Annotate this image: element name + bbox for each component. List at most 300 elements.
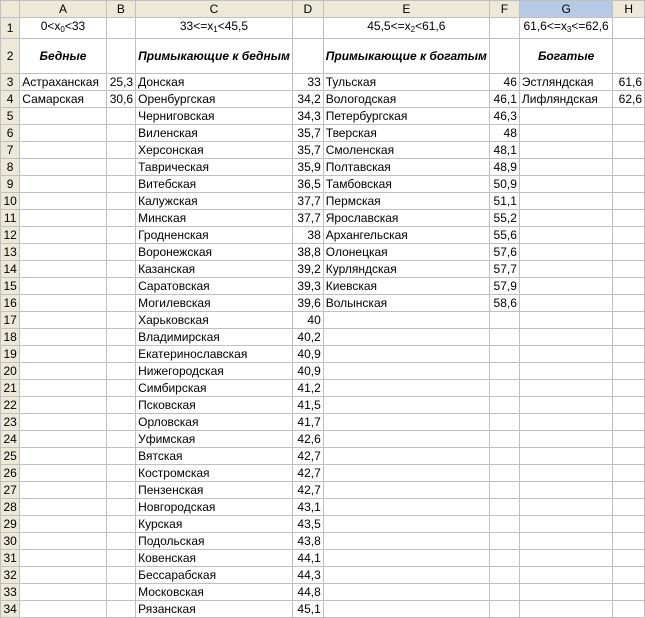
cell-province-name[interactable]: Витебская — [136, 176, 293, 193]
row-header[interactable]: 30 — [1, 533, 20, 550]
cell-c1[interactable] — [136, 18, 293, 39]
cell-province-value[interactable] — [106, 533, 135, 550]
cell-province-value[interactable] — [106, 414, 135, 431]
column-header-c[interactable]: C — [136, 1, 293, 18]
cell-province-value[interactable]: 62,6 — [613, 91, 645, 108]
cell-province-name[interactable] — [519, 193, 612, 210]
cell-province-name[interactable] — [20, 533, 106, 550]
cell-province-name[interactable] — [519, 533, 612, 550]
cell-province-name[interactable]: Вологодская — [323, 91, 489, 108]
select-all-corner[interactable] — [1, 1, 20, 18]
cell-province-name[interactable]: Таврическая — [136, 159, 293, 176]
cell-province-name[interactable] — [519, 482, 612, 499]
cell-province-name[interactable]: Калужская — [136, 193, 293, 210]
cell-province-value[interactable] — [613, 499, 645, 516]
cell-province-name[interactable]: Курская — [136, 516, 293, 533]
cell-province-name[interactable] — [519, 278, 612, 295]
cell-province-value[interactable]: 37,7 — [292, 210, 323, 227]
cell-province-name[interactable] — [20, 363, 106, 380]
cell-province-value[interactable] — [106, 193, 135, 210]
column-header-f[interactable]: F — [489, 1, 519, 18]
row-header[interactable]: 19 — [1, 346, 20, 363]
cell-province-name[interactable]: Оренбургская — [136, 91, 293, 108]
cell-province-name[interactable] — [323, 448, 489, 465]
cell-province-name[interactable]: Херсонская — [136, 142, 293, 159]
cell-province-value[interactable] — [106, 244, 135, 261]
cell-province-name[interactable] — [20, 584, 106, 601]
cell-province-value[interactable] — [106, 125, 135, 142]
cell-province-name[interactable] — [20, 516, 106, 533]
cell-b1[interactable] — [106, 18, 135, 39]
row-header[interactable]: 8 — [1, 159, 20, 176]
cell-province-name[interactable] — [20, 550, 106, 567]
cell-province-name[interactable] — [519, 261, 612, 278]
group-title-poor[interactable]: Бедные — [20, 39, 106, 74]
cell-province-name[interactable]: Полтавская — [323, 159, 489, 176]
cell-province-name[interactable] — [20, 482, 106, 499]
cell-province-name[interactable]: Саратовская — [136, 278, 293, 295]
cell-province-name[interactable] — [519, 448, 612, 465]
cell-province-value[interactable]: 51,1 — [489, 193, 519, 210]
cell-province-value[interactable] — [613, 261, 645, 278]
cell-province-value[interactable] — [489, 465, 519, 482]
row-header[interactable]: 31 — [1, 550, 20, 567]
cell-province-value[interactable] — [106, 329, 135, 346]
cell-province-value[interactable]: 30,6 — [106, 91, 135, 108]
cell-province-value[interactable]: 50,9 — [489, 176, 519, 193]
row-header[interactable]: 27 — [1, 482, 20, 499]
cell-province-value[interactable]: 44,1 — [292, 550, 323, 567]
cell-province-name[interactable]: Тульская — [323, 74, 489, 91]
cell-province-value[interactable]: 44,3 — [292, 567, 323, 584]
row-header[interactable]: 33 — [1, 584, 20, 601]
column-header-a[interactable]: A — [20, 1, 106, 18]
cell-province-value[interactable]: 34,3 — [292, 108, 323, 125]
cell-province-name[interactable]: Новгородская — [136, 499, 293, 516]
cell-province-name[interactable] — [20, 261, 106, 278]
cell-province-name[interactable] — [519, 499, 612, 516]
cell-province-value[interactable]: 40,9 — [292, 346, 323, 363]
cell-province-name[interactable] — [20, 125, 106, 142]
cell-province-value[interactable]: 42,7 — [292, 448, 323, 465]
column-header-g[interactable]: G — [519, 1, 612, 18]
cell-province-value[interactable] — [489, 414, 519, 431]
cell-province-name[interactable] — [519, 227, 612, 244]
cell-province-value[interactable] — [106, 312, 135, 329]
cell-f1[interactable] — [489, 18, 519, 39]
cell-province-name[interactable] — [323, 312, 489, 329]
cell-b2[interactable] — [106, 39, 135, 74]
cell-province-value[interactable] — [106, 159, 135, 176]
row-header[interactable]: 10 — [1, 193, 20, 210]
cell-province-value[interactable] — [106, 363, 135, 380]
cell-province-value[interactable]: 46,1 — [489, 91, 519, 108]
cell-province-name[interactable] — [323, 414, 489, 431]
cell-province-value[interactable] — [489, 482, 519, 499]
cell-province-name[interactable] — [20, 431, 106, 448]
cell-g1[interactable] — [519, 18, 612, 39]
cell-province-value[interactable]: 42,7 — [292, 482, 323, 499]
cell-province-value[interactable] — [613, 533, 645, 550]
cell-province-value[interactable] — [613, 431, 645, 448]
cell-province-name[interactable] — [519, 312, 612, 329]
cell-province-name[interactable] — [519, 465, 612, 482]
cell-province-value[interactable] — [489, 567, 519, 584]
cell-province-name[interactable] — [519, 516, 612, 533]
cell-province-value[interactable] — [613, 227, 645, 244]
cell-e1[interactable] — [323, 18, 489, 39]
cell-province-value[interactable]: 42,6 — [292, 431, 323, 448]
row-header[interactable]: 29 — [1, 516, 20, 533]
row-header[interactable]: 2 — [1, 39, 20, 74]
cell-province-value[interactable]: 35,7 — [292, 142, 323, 159]
column-header-e[interactable]: E — [323, 1, 489, 18]
cell-province-name[interactable]: Гродненская — [136, 227, 293, 244]
cell-province-name[interactable]: Казанская — [136, 261, 293, 278]
cell-province-name[interactable] — [20, 567, 106, 584]
cell-province-value[interactable]: 41,2 — [292, 380, 323, 397]
cell-province-name[interactable]: Донская — [136, 74, 293, 91]
cell-province-value[interactable]: 34,2 — [292, 91, 323, 108]
cell-province-name[interactable] — [323, 346, 489, 363]
cell-province-value[interactable] — [106, 567, 135, 584]
cell-province-name[interactable] — [519, 601, 612, 618]
cell-province-value[interactable] — [613, 516, 645, 533]
column-header-d[interactable]: D — [292, 1, 323, 18]
cell-province-name[interactable] — [20, 159, 106, 176]
cell-province-value[interactable] — [613, 380, 645, 397]
cell-province-name[interactable] — [323, 397, 489, 414]
cell-province-value[interactable]: 43,5 — [292, 516, 323, 533]
cell-province-name[interactable] — [519, 414, 612, 431]
cell-province-name[interactable]: Тверская — [323, 125, 489, 142]
cell-province-value[interactable]: 43,1 — [292, 499, 323, 516]
row-header[interactable]: 26 — [1, 465, 20, 482]
cell-province-value[interactable]: 37,7 — [292, 193, 323, 210]
row-header[interactable]: 28 — [1, 499, 20, 516]
column-header-b[interactable]: B — [106, 1, 135, 18]
cell-province-name[interactable]: Киевская — [323, 278, 489, 295]
cell-province-name[interactable]: Астраханская — [20, 74, 106, 91]
cell-province-name[interactable] — [323, 380, 489, 397]
cell-province-value[interactable]: 35,9 — [292, 159, 323, 176]
cell-province-value[interactable] — [489, 329, 519, 346]
cell-province-value[interactable]: 43,8 — [292, 533, 323, 550]
row-header[interactable]: 9 — [1, 176, 20, 193]
cell-province-value[interactable] — [613, 482, 645, 499]
cell-h1[interactable] — [613, 18, 645, 39]
cell-province-value[interactable]: 39,3 — [292, 278, 323, 295]
cell-province-name[interactable] — [20, 227, 106, 244]
cell-province-value[interactable]: 55,6 — [489, 227, 519, 244]
cell-province-value[interactable]: 42,7 — [292, 465, 323, 482]
cell-province-name[interactable] — [20, 380, 106, 397]
row-header[interactable]: 24 — [1, 431, 20, 448]
cell-province-name[interactable]: Самарская — [20, 91, 106, 108]
cell-province-value[interactable] — [106, 448, 135, 465]
cell-province-value[interactable]: 57,9 — [489, 278, 519, 295]
row-header[interactable]: 3 — [1, 74, 20, 91]
row-header[interactable]: 16 — [1, 295, 20, 312]
row-header[interactable]: 17 — [1, 312, 20, 329]
row-header[interactable]: 4 — [1, 91, 20, 108]
cell-province-value[interactable]: 57,6 — [489, 244, 519, 261]
cell-province-name[interactable]: Ковенская — [136, 550, 293, 567]
cell-province-value[interactable]: 45,1 — [292, 601, 323, 618]
cell-province-value[interactable] — [613, 329, 645, 346]
cell-province-value[interactable] — [489, 380, 519, 397]
cell-province-value[interactable]: 61,6 — [613, 74, 645, 91]
cell-province-value[interactable] — [613, 414, 645, 431]
cell-province-name[interactable]: Пермская — [323, 193, 489, 210]
cell-province-name[interactable] — [323, 601, 489, 618]
row-header[interactable]: 14 — [1, 261, 20, 278]
cell-province-value[interactable]: 40,2 — [292, 329, 323, 346]
cell-province-name[interactable] — [20, 176, 106, 193]
cell-h2[interactable] — [613, 39, 645, 74]
column-header-h[interactable]: H — [613, 1, 645, 18]
cell-province-name[interactable] — [323, 431, 489, 448]
cell-province-value[interactable] — [613, 312, 645, 329]
cell-province-value[interactable] — [613, 584, 645, 601]
row-header[interactable]: 32 — [1, 567, 20, 584]
cell-province-name[interactable] — [323, 329, 489, 346]
row-header[interactable]: 25 — [1, 448, 20, 465]
cell-province-value[interactable] — [106, 584, 135, 601]
row-header[interactable]: 12 — [1, 227, 20, 244]
cell-province-value[interactable] — [613, 397, 645, 414]
cell-province-value[interactable]: 39,6 — [292, 295, 323, 312]
cell-province-value[interactable]: 41,7 — [292, 414, 323, 431]
cell-province-value[interactable] — [613, 159, 645, 176]
cell-province-value[interactable] — [489, 431, 519, 448]
cell-province-value[interactable] — [613, 142, 645, 159]
cell-province-value[interactable] — [613, 210, 645, 227]
cell-province-value[interactable]: 48,1 — [489, 142, 519, 159]
cell-province-name[interactable]: Архангельская — [323, 227, 489, 244]
cell-province-name[interactable] — [323, 363, 489, 380]
cell-province-name[interactable] — [519, 244, 612, 261]
cell-province-name[interactable] — [519, 125, 612, 142]
cell-a1[interactable] — [20, 18, 106, 39]
row-header[interactable]: 6 — [1, 125, 20, 142]
cell-f2[interactable] — [489, 39, 519, 74]
cell-province-name[interactable] — [20, 278, 106, 295]
cell-province-name[interactable]: Уфимская — [136, 431, 293, 448]
cell-province-value[interactable] — [489, 533, 519, 550]
cell-province-value[interactable] — [489, 363, 519, 380]
cell-province-value[interactable]: 48 — [489, 125, 519, 142]
cell-province-value[interactable] — [106, 482, 135, 499]
cell-province-name[interactable] — [323, 465, 489, 482]
cell-province-value[interactable] — [106, 261, 135, 278]
cell-province-value[interactable] — [106, 278, 135, 295]
cell-province-value[interactable]: 40 — [292, 312, 323, 329]
cell-province-name[interactable] — [519, 550, 612, 567]
row-header[interactable]: 15 — [1, 278, 20, 295]
row-header[interactable]: 5 — [1, 108, 20, 125]
row-header[interactable]: 22 — [1, 397, 20, 414]
cell-province-name[interactable] — [519, 210, 612, 227]
cell-province-value[interactable]: 41,5 — [292, 397, 323, 414]
cell-province-value[interactable] — [106, 380, 135, 397]
cell-province-value[interactable] — [613, 193, 645, 210]
cell-province-name[interactable] — [20, 346, 106, 363]
cell-province-value[interactable] — [613, 125, 645, 142]
cell-province-name[interactable] — [519, 380, 612, 397]
row-header[interactable]: 20 — [1, 363, 20, 380]
cell-province-name[interactable]: Харьковская — [136, 312, 293, 329]
cell-province-name[interactable] — [20, 210, 106, 227]
cell-province-name[interactable]: Эстляндская — [519, 74, 612, 91]
cell-province-value[interactable] — [613, 363, 645, 380]
cell-province-name[interactable]: Бессарабская — [136, 567, 293, 584]
cell-province-name[interactable]: Владимирская — [136, 329, 293, 346]
cell-province-name[interactable] — [20, 499, 106, 516]
cell-province-name[interactable] — [519, 584, 612, 601]
cell-province-value[interactable] — [613, 176, 645, 193]
cell-province-name[interactable]: Смоленская — [323, 142, 489, 159]
cell-province-name[interactable] — [323, 516, 489, 533]
cell-province-value[interactable] — [106, 465, 135, 482]
cell-province-name[interactable]: Олонецкая — [323, 244, 489, 261]
cell-province-name[interactable]: Орловская — [136, 414, 293, 431]
cell-province-name[interactable] — [519, 159, 612, 176]
row-header[interactable]: 7 — [1, 142, 20, 159]
cell-province-value[interactable] — [106, 431, 135, 448]
cell-province-name[interactable]: Подольская — [136, 533, 293, 550]
cell-province-value[interactable] — [489, 448, 519, 465]
cell-province-name[interactable]: Волынская — [323, 295, 489, 312]
cell-province-name[interactable] — [20, 142, 106, 159]
cell-province-name[interactable] — [20, 601, 106, 618]
cell-province-name[interactable]: Тамбовская — [323, 176, 489, 193]
cell-province-name[interactable] — [20, 465, 106, 482]
cell-province-name[interactable] — [323, 550, 489, 567]
cell-province-name[interactable]: Лифляндская — [519, 91, 612, 108]
cell-province-name[interactable] — [20, 312, 106, 329]
row-header[interactable]: 23 — [1, 414, 20, 431]
cell-province-name[interactable]: Ярославская — [323, 210, 489, 227]
cell-province-name[interactable] — [519, 363, 612, 380]
cell-province-value[interactable] — [106, 516, 135, 533]
cell-province-value[interactable] — [613, 346, 645, 363]
cell-province-value[interactable] — [106, 142, 135, 159]
cell-province-name[interactable] — [20, 244, 106, 261]
cell-province-name[interactable]: Могилевская — [136, 295, 293, 312]
cell-province-value[interactable]: 46,3 — [489, 108, 519, 125]
cell-province-name[interactable] — [519, 346, 612, 363]
cell-province-name[interactable]: Черниговская — [136, 108, 293, 125]
cell-province-name[interactable]: Екатеринославская — [136, 346, 293, 363]
cell-province-value[interactable]: 35,7 — [292, 125, 323, 142]
cell-province-value[interactable] — [489, 516, 519, 533]
cell-province-value[interactable] — [613, 601, 645, 618]
cell-province-name[interactable] — [20, 295, 106, 312]
cell-province-value[interactable] — [613, 278, 645, 295]
cell-province-value[interactable] — [613, 295, 645, 312]
cell-province-value[interactable] — [106, 601, 135, 618]
cell-province-name[interactable]: Московская — [136, 584, 293, 601]
cell-province-name[interactable] — [519, 567, 612, 584]
cell-province-value[interactable]: 38,8 — [292, 244, 323, 261]
cell-province-name[interactable] — [323, 482, 489, 499]
group-title-near-poor[interactable]: Примыкающие к бедным — [136, 39, 293, 74]
cell-province-value[interactable] — [489, 312, 519, 329]
cell-province-value[interactable] — [613, 448, 645, 465]
cell-province-value[interactable]: 38 — [292, 227, 323, 244]
cell-province-name[interactable]: Рязанская — [136, 601, 293, 618]
cell-province-value[interactable] — [106, 210, 135, 227]
row-header[interactable]: 34 — [1, 601, 20, 618]
cell-province-name[interactable] — [323, 499, 489, 516]
cell-province-name[interactable] — [519, 329, 612, 346]
cell-province-name[interactable]: Виленская — [136, 125, 293, 142]
cell-province-value[interactable] — [613, 550, 645, 567]
cell-province-name[interactable]: Петербургская — [323, 108, 489, 125]
cell-province-name[interactable] — [20, 193, 106, 210]
cell-province-value[interactable] — [106, 499, 135, 516]
cell-province-name[interactable] — [323, 567, 489, 584]
cell-province-value[interactable] — [613, 465, 645, 482]
cell-province-name[interactable]: Симбирская — [136, 380, 293, 397]
group-title-near-rich[interactable]: Примыкающие к богатым — [323, 39, 489, 74]
cell-province-name[interactable] — [323, 584, 489, 601]
cell-province-value[interactable]: 57,7 — [489, 261, 519, 278]
cell-province-value[interactable]: 36,5 — [292, 176, 323, 193]
cell-province-value[interactable]: 40,9 — [292, 363, 323, 380]
cell-province-name[interactable] — [519, 397, 612, 414]
cell-province-name[interactable] — [519, 176, 612, 193]
cell-province-value[interactable] — [489, 499, 519, 516]
cell-province-name[interactable] — [519, 431, 612, 448]
cell-province-name[interactable] — [519, 142, 612, 159]
cell-province-value[interactable] — [613, 567, 645, 584]
cell-province-value[interactable] — [613, 108, 645, 125]
cell-province-value[interactable] — [106, 346, 135, 363]
cell-d2[interactable] — [292, 39, 323, 74]
cell-province-value[interactable]: 46 — [489, 74, 519, 91]
cell-province-name[interactable] — [20, 108, 106, 125]
cell-province-value[interactable]: 33 — [292, 74, 323, 91]
cell-province-value[interactable]: 39,2 — [292, 261, 323, 278]
cell-province-name[interactable] — [20, 329, 106, 346]
cell-province-value[interactable] — [489, 601, 519, 618]
cell-province-value[interactable] — [106, 397, 135, 414]
cell-province-name[interactable] — [519, 108, 612, 125]
cell-province-value[interactable] — [106, 295, 135, 312]
row-header[interactable]: 1 — [1, 18, 20, 39]
cell-d1[interactable] — [292, 18, 323, 39]
cell-province-value[interactable]: 48,9 — [489, 159, 519, 176]
cell-province-value[interactable]: 55,2 — [489, 210, 519, 227]
cell-province-value[interactable] — [106, 227, 135, 244]
cell-province-value[interactable] — [106, 550, 135, 567]
cell-province-value[interactable] — [106, 108, 135, 125]
cell-province-name[interactable] — [20, 414, 106, 431]
cell-province-name[interactable]: Курляндская — [323, 261, 489, 278]
cell-province-value[interactable]: 44,8 — [292, 584, 323, 601]
cell-province-value[interactable]: 25,3 — [106, 74, 135, 91]
cell-province-name[interactable] — [20, 448, 106, 465]
group-title-rich[interactable]: Богатые — [519, 39, 612, 74]
row-header[interactable]: 13 — [1, 244, 20, 261]
cell-province-name[interactable]: Пензенская — [136, 482, 293, 499]
cell-province-name[interactable]: Псковская — [136, 397, 293, 414]
cell-province-name[interactable]: Минская — [136, 210, 293, 227]
row-header[interactable]: 11 — [1, 210, 20, 227]
cell-province-value[interactable] — [489, 584, 519, 601]
